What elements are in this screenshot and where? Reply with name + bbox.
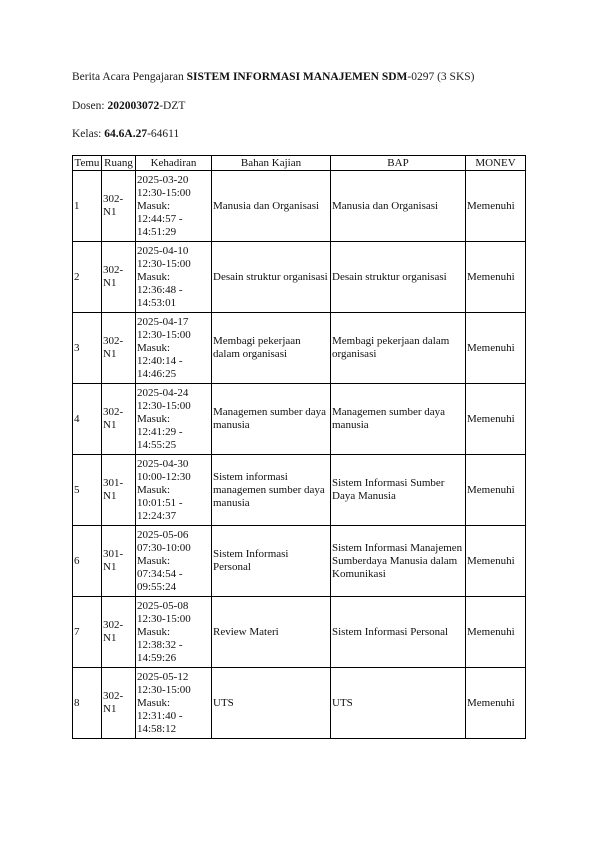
cell-bap: Membagi pekerjaan dalam organisasi [331, 313, 466, 384]
cell-temu: 3 [73, 313, 102, 384]
cell-kehadiran: 2025-05-08 12:30-15:00 Masuk: 12:38:32 - 14:59:26 [136, 597, 212, 668]
cell-monev: Memenuhi [466, 242, 526, 313]
cell-temu: 1 [73, 171, 102, 242]
cell-bap: Manusia dan Organisasi [331, 171, 466, 242]
bap-table [72, 155, 526, 739]
cell-monev: Memenuhi [466, 313, 526, 384]
cell-bahan-kajian: Membagi pekerjaan dalam organisasi [212, 313, 331, 384]
cell-ruang: 302-N1 [102, 242, 136, 313]
cell-kehadiran: 2025-03-20 12:30-15:00 Masuk: 12:44:57 - 14:51:29 [136, 171, 212, 242]
cell-kehadiran: 2025-04-10 12:30-15:00 Masuk: 12:36:48 - 14:53:01 [136, 242, 212, 313]
col-header-kehadiran: Kehadiran [136, 156, 212, 171]
course-name: SISTEM INFORMASI MANAJEMEN [186, 71, 379, 83]
dosen-label: Dosen: [72, 100, 108, 112]
dosen-line [72, 100, 185, 112]
cell-bahan-kajian: UTS [212, 668, 331, 739]
table-row [73, 455, 526, 526]
cell-ruang: 302-N1 [102, 597, 136, 668]
title-prefix: Berita Acara Pengajaran [72, 71, 187, 83]
table-row [73, 171, 526, 242]
table-header-row [73, 156, 526, 171]
cell-bahan-kajian: Desain struktur organisasi [212, 242, 331, 313]
cell-bahan-kajian: Managemen sumber daya manusia [212, 384, 331, 455]
dosen-suffix: -DZT [159, 100, 186, 112]
course-code: SDM [381, 71, 408, 83]
cell-temu: 5 [73, 455, 102, 526]
table-row [73, 597, 526, 668]
cell-kehadiran: 2025-05-12 12:30-15:00 Masuk: 12:31:40 - 14:58:12 [136, 668, 212, 739]
col-header-bap: BAP [331, 156, 466, 171]
cell-kehadiran: 2025-05-06 07:30-10:00 Masuk: 07:34:54 - 09:55:24 [136, 526, 212, 597]
cell-bap: Desain struktur organisasi [331, 242, 466, 313]
cell-temu: 4 [73, 384, 102, 455]
cell-temu: 6 [73, 526, 102, 597]
cell-monev: Memenuhi [466, 171, 526, 242]
cell-monev: Memenuhi [466, 526, 526, 597]
col-header-ruang: Ruang [102, 156, 136, 171]
cell-monev: Memenuhi [466, 597, 526, 668]
dosen-id: 202003072 [107, 100, 160, 112]
col-header-temu: Temu [73, 156, 102, 171]
cell-ruang: 302-N1 [102, 668, 136, 739]
cell-kehadiran: 2025-04-30 10:00-12:30 Masuk: 10:01:51 - 12:24:37 [136, 455, 212, 526]
cell-bahan-kajian: Manusia dan Organisasi [212, 171, 331, 242]
cell-temu: 2 [73, 242, 102, 313]
cell-temu: 7 [73, 597, 102, 668]
cell-bap: UTS [331, 668, 466, 739]
table-row [73, 526, 526, 597]
cell-bahan-kajian: Review Materi [212, 597, 331, 668]
kelas-suffix: -64611 [147, 128, 180, 140]
table-row [73, 313, 526, 384]
cell-monev: Memenuhi [466, 384, 526, 455]
cell-ruang: 302-N1 [102, 384, 136, 455]
cell-bap: Sistem Informasi Sumber Daya Manusia [331, 455, 466, 526]
cell-bap: Sistem Informasi Manajemen Sumberdaya Manusia dalam Komunikasi [331, 526, 466, 597]
cell-bahan-kajian: Sistem informasi managemen sumber daya manusia [212, 455, 331, 526]
cell-bap: Sistem Informasi Personal [331, 597, 466, 668]
col-header-monev: MONEV [466, 156, 526, 171]
cell-monev: Memenuhi [466, 668, 526, 739]
cell-kehadiran: 2025-04-17 12:30-15:00 Masuk: 12:40:14 - 14:46:25 [136, 313, 212, 384]
table-row [73, 242, 526, 313]
cell-bap: Managemen sumber daya manusia [331, 384, 466, 455]
cell-kehadiran: 2025-04-24 12:30-15:00 Masuk: 12:41:29 - 14:55:25 [136, 384, 212, 455]
cell-bahan-kajian: Sistem Informasi Personal [212, 526, 331, 597]
document-title [72, 71, 474, 83]
kelas-label: Kelas: [72, 128, 105, 140]
cell-temu: 8 [73, 668, 102, 739]
cell-ruang: 302-N1 [102, 171, 136, 242]
col-header-bahan-kajian: Bahan Kajian [212, 156, 331, 171]
cell-ruang: 301-N1 [102, 526, 136, 597]
course-suffix: -0297 (3 SKS) [407, 71, 475, 83]
cell-ruang: 302-N1 [102, 313, 136, 384]
table-row [73, 384, 526, 455]
kelas-id: 64.6A.27 [104, 128, 148, 140]
kelas-line [72, 128, 179, 140]
cell-monev: Memenuhi [466, 455, 526, 526]
table-row [73, 668, 526, 739]
cell-ruang: 301-N1 [102, 455, 136, 526]
